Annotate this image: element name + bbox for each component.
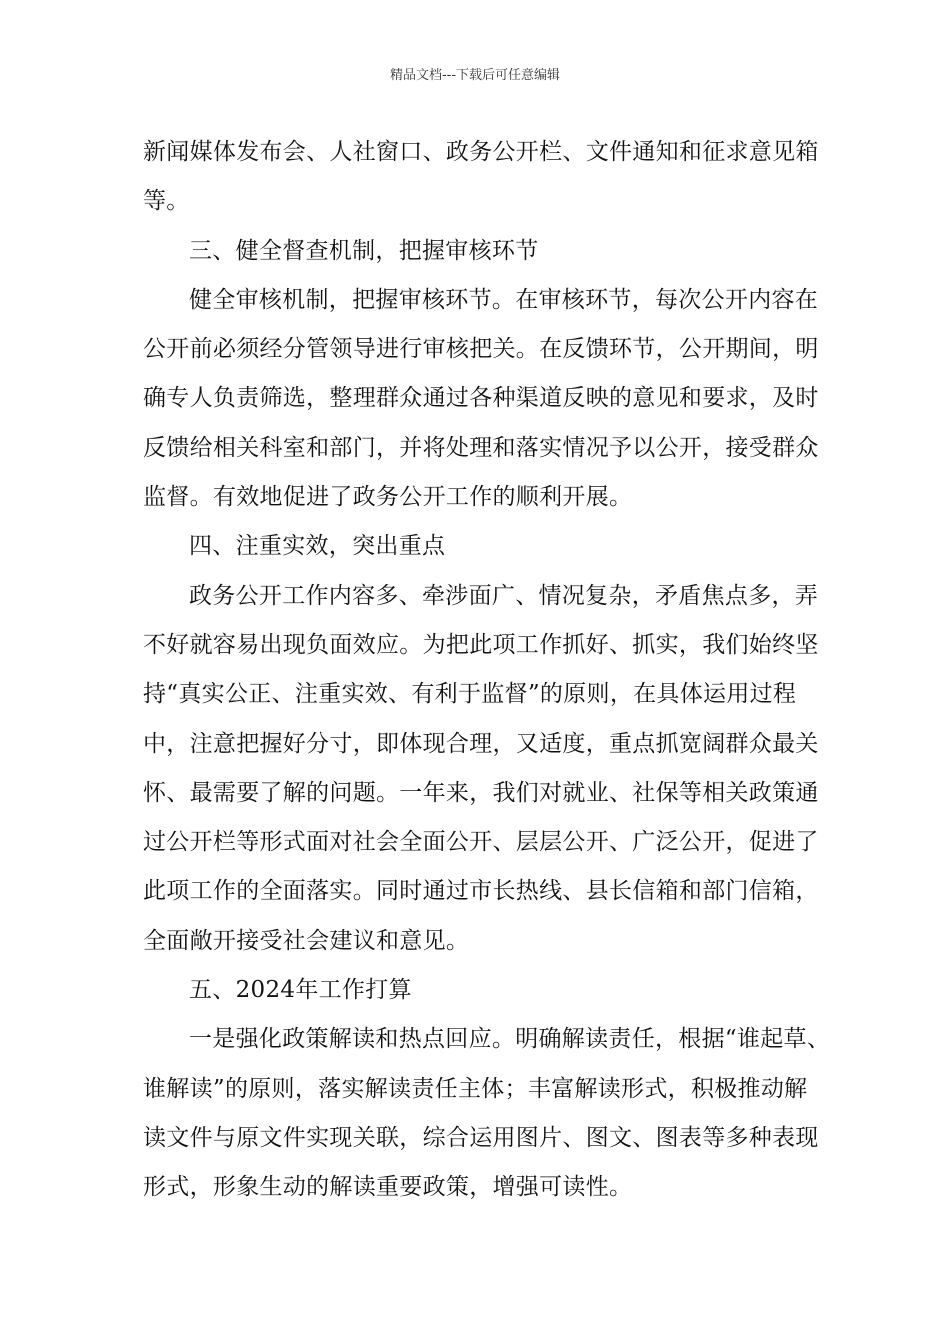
text-line: 不好就容易出现负面效应。为把此项工作抓好、抓实，我们始终坚 [143,631,819,658]
page-header: 精品文档---下载后可任意编辑 [389,68,561,83]
text-line: 谁解读”的原则，落实解读责任主体；丰富解读形式，积极推动解 [143,1075,808,1102]
text-line: 新闻媒体发布会、人社窗口、政务公开栏、文件通知和征求意见箱 [143,139,819,165]
text-line: 等。 [143,188,190,215]
text-line: 怀、最需要了解的问题。一年来，我们对就业、社保等相关政策通 [143,779,819,806]
text-line: 形式，形象生动的解读重要政策，增强可读性。 [143,1174,633,1201]
text-line: 政务公开工作内容多、牵涉面广、情况复杂，矛盾焦点多，弄 [189,582,819,609]
section-heading: 五、2024年工作打算 [189,977,412,1004]
section-heading: 三、健全督查机制，把握审核环节 [189,237,539,264]
text-line: 全面敞开接受社会建议和意见。 [143,927,470,954]
text-line: 确专人负责筛选，整理群众通过各种渠道反映的意见和要求，及时 [143,385,819,412]
text-line: 读文件与原文件实现关联，综合运用图片、图文、图表等多种表现 [143,1124,819,1151]
text-line: 监督。有效地促进了政务公开工作的顺利开展。 [143,484,633,511]
section-heading: 四、注重实效，突出重点 [189,533,446,560]
text-line: 此项工作的全面落实。同时通过市长热线、县长信箱和部门信箱， [143,878,819,905]
text-line: 公开前必须经分管领导进行审核把关。在反馈环节，公开期间，明 [143,336,819,363]
text-line: 反馈给相关科室和部门，并将处理和落实情况予以公开，接受群众 [143,434,819,461]
text-line: 中，注意把握好分寸，即体现合理，又适度，重点抓宽阔群众最关 [143,730,819,757]
document-body [143,128,831,1213]
text-line: 一是强化政策解读和热点回应。明确解读责任，根据“谁起草、 [189,1026,831,1053]
text-line: 持“真实公正、注重实效、有利于监督”的原则，在具体运用过程 [143,681,797,708]
text-line: 过公开栏等形式面对社会全面公开、层层公开、广泛公开，促进了 [143,829,819,856]
text-line: 健全审核机制，把握审核环节。在审核环节，每次公开内容在 [189,286,819,313]
